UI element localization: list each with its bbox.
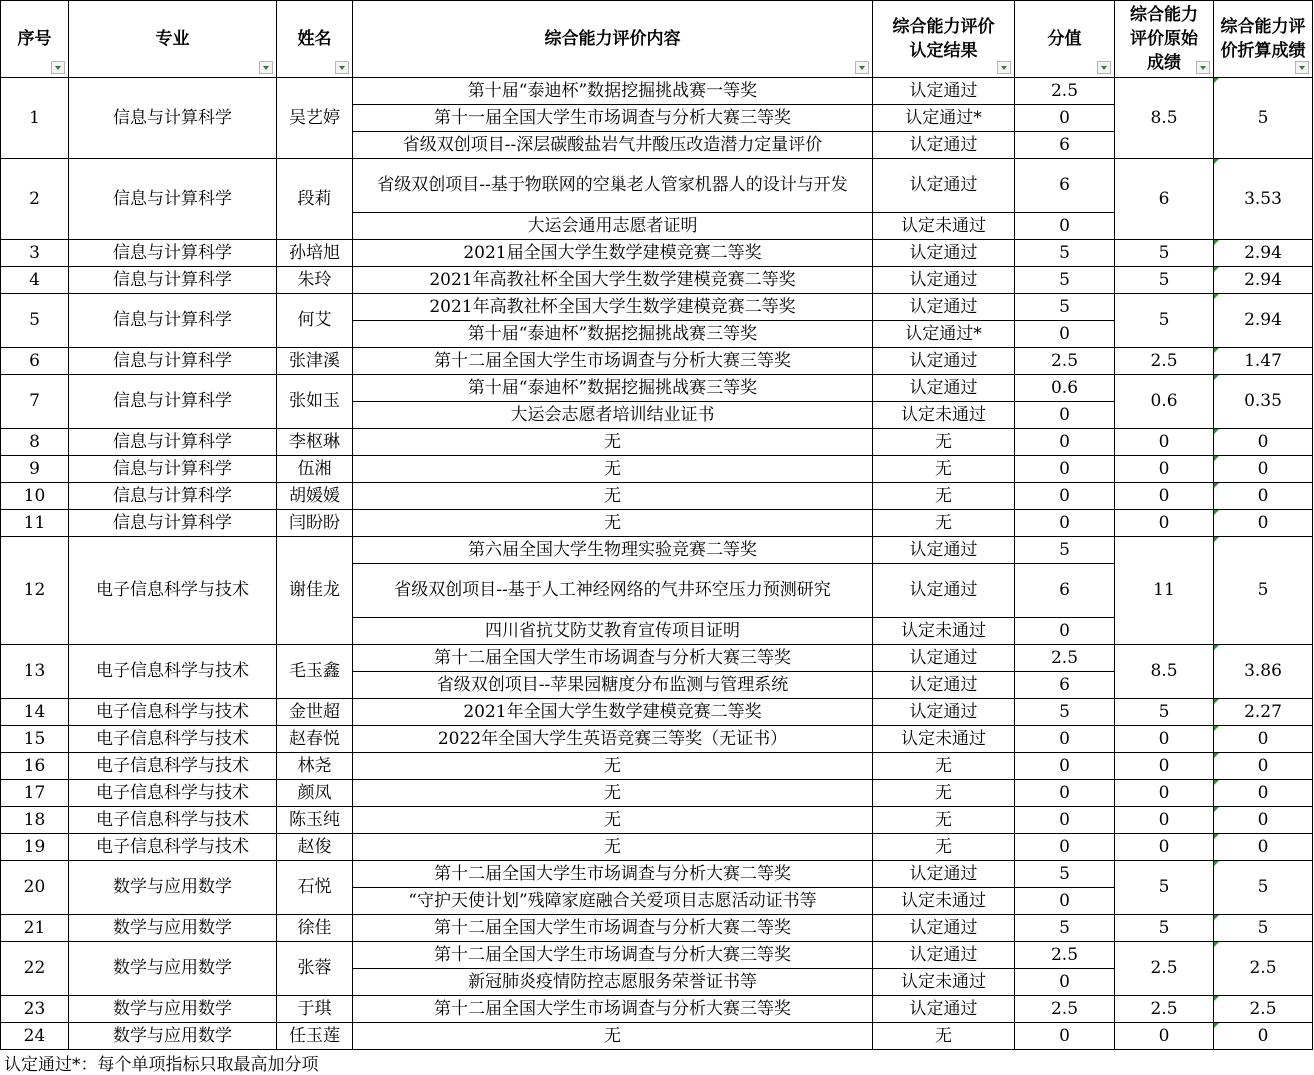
cell-content[interactable]: 无 [353,429,873,456]
cell-score[interactable]: 0 [1015,753,1115,780]
cell-major[interactable]: 信息与计算科学 [69,456,277,483]
cell-score[interactable]: 2.5 [1015,996,1115,1023]
cell-content[interactable]: 省级双创项目--基于人工神经网络的气井环空压力预测研究 [353,564,873,618]
cell-result[interactable]: 认定通过 [873,564,1015,618]
cell-name[interactable]: 赵春悦 [277,726,353,753]
cell-seq[interactable]: 24 [1,1023,69,1050]
cell-content[interactable]: 无 [353,834,873,861]
cell-result[interactable]: 认定通过 [873,942,1015,969]
filter-dropdown-icon[interactable] [1295,61,1309,74]
cell-result[interactable]: 无 [873,1023,1015,1050]
cell-content[interactable]: 第十二届全国大学生市场调查与分析大赛二等奖 [353,915,873,942]
cell-major[interactable]: 信息与计算科学 [69,483,277,510]
cell-content[interactable]: 大运会志愿者培训结业证书 [353,402,873,429]
cell-major[interactable]: 信息与计算科学 [69,429,277,456]
cell-content[interactable]: 无 [353,753,873,780]
cell-name[interactable]: 陈玉纯 [277,807,353,834]
cell-raw-score[interactable]: 0 [1115,1023,1214,1050]
cell-seq[interactable]: 16 [1,753,69,780]
cell-major[interactable]: 信息与计算科学 [69,240,277,267]
cell-result[interactable]: 认定通过 [873,294,1015,321]
cell-raw-score[interactable]: 8.5 [1115,645,1214,699]
cell-converted-score[interactable]: 2.94 [1214,240,1313,267]
cell-score[interactable]: 0 [1015,726,1115,753]
cell-raw-score[interactable]: 2.5 [1115,996,1214,1023]
cell-seq[interactable]: 21 [1,915,69,942]
table-row [1,429,1313,456]
cell-name[interactable]: 毛玉鑫 [277,645,353,699]
cell-result[interactable]: 认定通过 [873,159,1015,213]
cell-score[interactable]: 0 [1015,483,1115,510]
cell-converted-score[interactable]: 2.94 [1214,294,1313,348]
cell-seq[interactable]: 14 [1,699,69,726]
cell-converted-score[interactable]: 1.47 [1214,348,1313,375]
cell-name[interactable]: 闫盼盼 [277,510,353,537]
cell-content[interactable]: 无 [353,456,873,483]
col-header-raw: 综合能力评价原始成绩 [1115,1,1214,78]
cell-major[interactable]: 信息与计算科学 [69,267,277,294]
cell-result[interactable]: 认定通过* [873,105,1015,132]
cell-score[interactable]: 5 [1015,267,1115,294]
cell-result[interactable]: 认定通过 [873,645,1015,672]
cell-seq[interactable]: 12 [1,537,69,645]
table-row [1,159,1313,213]
cell-converted-score[interactable]: 2.94 [1214,267,1313,294]
cell-raw-score[interactable]: 0 [1115,429,1214,456]
cell-converted-score[interactable]: 0.35 [1214,375,1313,429]
cell-converted-score[interactable]: 2.27 [1214,699,1313,726]
cell-result[interactable]: 无 [873,780,1015,807]
cell-score[interactable]: 6 [1015,159,1115,213]
cell-name[interactable]: 徐佳 [277,915,353,942]
table-row [1,834,1313,861]
table-row [1,240,1313,267]
footnote: 认定通过*：每个单项指标只取最高加分项 [4,1055,319,1075]
cell-result[interactable]: 认定通过 [873,78,1015,105]
cell-result[interactable]: 认定通过 [873,267,1015,294]
cell-result[interactable]: 认定通过 [873,240,1015,267]
cell-raw-score[interactable]: 5 [1115,699,1214,726]
cell-name[interactable]: 朱玲 [277,267,353,294]
cell-result[interactable]: 认定未通过 [873,888,1015,915]
cell-content[interactable]: 第十二届全国大学生市场调查与分析大赛三等奖 [353,942,873,969]
table-row [1,915,1313,942]
cell-seq[interactable]: 19 [1,834,69,861]
cell-result[interactable]: 无 [873,834,1015,861]
cell-score[interactable]: 0.6 [1015,375,1115,402]
cell-raw-score[interactable]: 0 [1115,753,1214,780]
cell-major[interactable]: 信息与计算科学 [69,294,277,348]
cell-converted-score[interactable]: 0 [1214,753,1313,780]
cell-major[interactable]: 电子信息科学与技术 [69,726,277,753]
table-row [1,483,1313,510]
cell-result[interactable]: 认定未通过 [873,618,1015,645]
cell-result[interactable]: 认定通过 [873,699,1015,726]
filter-dropdown-icon[interactable] [1097,61,1111,74]
cell-seq[interactable]: 18 [1,807,69,834]
cell-major[interactable]: 数学与应用数学 [69,996,277,1023]
cell-content[interactable]: 新冠肺炎疫情防控志愿服务荣誉证书等 [353,969,873,996]
cell-raw-score[interactable]: 0 [1115,780,1214,807]
col-header-score: 分值 [1015,1,1115,78]
cell-content[interactable]: 2021届全国大学生数学建模竞赛二等奖 [353,240,873,267]
cell-name[interactable]: 林尧 [277,753,353,780]
cell-major[interactable]: 数学与应用数学 [69,1023,277,1050]
cell-seq[interactable]: 13 [1,645,69,699]
cell-name[interactable]: 胡媛媛 [277,483,353,510]
cell-result[interactable]: 认定通过 [873,915,1015,942]
cell-converted-score[interactable]: 5 [1214,537,1313,645]
cell-content[interactable]: 第十二届全国大学生市场调查与分析大赛三等奖 [353,645,873,672]
cell-result[interactable]: 无 [873,429,1015,456]
cell-result[interactable]: 认定通过 [873,996,1015,1023]
cell-content[interactable]: 无 [353,807,873,834]
cell-raw-score[interactable]: 0 [1115,834,1214,861]
cell-converted-score[interactable]: 0 [1214,780,1313,807]
cell-converted-score[interactable]: 3.86 [1214,645,1313,699]
cell-name[interactable]: 张如玉 [277,375,353,429]
cell-result[interactable]: 无 [873,510,1015,537]
col-header-result: 综合能力评价认定结果 [873,1,1015,78]
col-header-content: 综合能力评价内容 [353,1,873,78]
cell-name[interactable]: 于琪 [277,996,353,1023]
col-header-converted: 综合能力评价折算成绩 [1214,1,1313,78]
cell-major[interactable]: 电子信息科学与技术 [69,537,277,645]
cell-result[interactable]: 无 [873,456,1015,483]
cell-major[interactable]: 信息与计算科学 [69,159,277,240]
cell-converted-score[interactable]: 0 [1214,834,1313,861]
cell-content[interactable]: 第十届“泰迪杯”数据挖掘挑战赛一等奖 [353,78,873,105]
cell-raw-score[interactable]: 0 [1115,483,1214,510]
cell-result[interactable]: 认定通过 [873,672,1015,699]
cell-name[interactable]: 李枢琳 [277,429,353,456]
col-header-name: 姓名 [277,1,353,78]
cell-result[interactable]: 认定未通过 [873,213,1015,240]
cell-score[interactable]: 2.5 [1015,78,1115,105]
cell-score[interactable]: 6 [1015,132,1115,159]
cell-score[interactable]: 0 [1015,402,1115,429]
cell-content[interactable]: 四川省抗艾防艾教育宣传项目证明 [353,618,873,645]
cell-major[interactable]: 信息与计算科学 [69,375,277,429]
table-row [1,726,1313,753]
table-row [1,375,1313,402]
table-row [1,456,1313,483]
cell-major[interactable]: 数学与应用数学 [69,942,277,996]
cell-seq[interactable]: 4 [1,267,69,294]
cell-converted-score[interactable]: 0 [1214,483,1313,510]
cell-result[interactable]: 认定未通过 [873,726,1015,753]
cell-content[interactable]: 第十届“泰迪杯”数据挖掘挑战赛三等奖 [353,375,873,402]
cell-result[interactable]: 认定通过 [873,861,1015,888]
cell-seq[interactable]: 22 [1,942,69,996]
cell-major[interactable]: 数学与应用数学 [69,861,277,915]
cell-content[interactable]: 大运会通用志愿者证明 [353,213,873,240]
col-header-seq: 序号 [1,1,69,78]
cell-score[interactable]: 0 [1015,213,1115,240]
cell-content[interactable]: 省级双创项目--深层碳酸盐岩气井酸压改造潜力定量评价 [353,132,873,159]
cell-result[interactable]: 无 [873,753,1015,780]
cell-score[interactable]: 0 [1015,510,1115,537]
cell-raw-score[interactable]: 0 [1115,456,1214,483]
cell-score[interactable]: 6 [1015,672,1115,699]
table-row [1,267,1313,294]
table-body [1,78,1313,1050]
table-row [1,348,1313,375]
cell-content[interactable]: 第十二届全国大学生市场调查与分析大赛三等奖 [353,348,873,375]
cell-converted-score[interactable]: 0 [1214,726,1313,753]
cell-major[interactable]: 信息与计算科学 [69,78,277,159]
cell-score[interactable]: 0 [1015,105,1115,132]
table-row [1,294,1313,321]
cell-major[interactable]: 电子信息科学与技术 [69,753,277,780]
cell-name[interactable]: 张津溪 [277,348,353,375]
cell-major[interactable]: 电子信息科学与技术 [69,645,277,699]
cell-result[interactable]: 无 [873,483,1015,510]
cell-raw-score[interactable]: 11 [1115,537,1214,645]
cell-name[interactable]: 颜凤 [277,780,353,807]
cell-seq[interactable]: 9 [1,456,69,483]
cell-score[interactable]: 5 [1015,861,1115,888]
filter-dropdown-icon[interactable] [259,61,273,74]
cell-seq[interactable]: 8 [1,429,69,456]
cell-result[interactable]: 认定未通过 [873,402,1015,429]
cell-score[interactable]: 2.5 [1015,942,1115,969]
cell-raw-score[interactable]: 5 [1115,861,1214,915]
cell-content[interactable]: 无 [353,510,873,537]
cell-converted-score[interactable]: 0 [1214,1023,1313,1050]
cell-score[interactable]: 0 [1015,429,1115,456]
cell-raw-score[interactable]: 0 [1115,807,1214,834]
cell-result[interactable]: 认定通过 [873,537,1015,564]
cell-score[interactable]: 5 [1015,699,1115,726]
cell-content[interactable]: 第十一届全国大学生市场调查与分析大赛三等奖 [353,105,873,132]
cell-seq[interactable]: 1 [1,78,69,159]
cell-major[interactable]: 电子信息科学与技术 [69,834,277,861]
cell-converted-score[interactable]: 0 [1214,429,1313,456]
cell-content[interactable]: 2021年高教社杯全国大学生数学建模竞赛二等奖 [353,294,873,321]
cell-seq[interactable]: 10 [1,483,69,510]
cell-name[interactable]: 石悦 [277,861,353,915]
cell-content[interactable]: 无 [353,483,873,510]
cell-score[interactable]: 0 [1015,969,1115,996]
cell-content[interactable]: 第十二届全国大学生市场调查与分析大赛二等奖 [353,861,873,888]
cell-name[interactable]: 赵俊 [277,834,353,861]
cell-name[interactable]: 金世超 [277,699,353,726]
cell-name[interactable]: 任玉莲 [277,1023,353,1050]
table-row [1,996,1313,1023]
cell-converted-score[interactable]: 5 [1214,915,1313,942]
cell-major[interactable]: 电子信息科学与技术 [69,780,277,807]
cell-raw-score[interactable]: 0.6 [1115,375,1214,429]
cell-score[interactable]: 5 [1015,537,1115,564]
cell-raw-score[interactable]: 0 [1115,726,1214,753]
cell-seq[interactable]: 23 [1,996,69,1023]
cell-score[interactable]: 5 [1015,915,1115,942]
cell-score[interactable]: 0 [1015,456,1115,483]
cell-name[interactable]: 何艾 [277,294,353,348]
filter-dropdown-icon[interactable] [997,61,1011,74]
cell-score[interactable]: 0 [1015,780,1115,807]
cell-converted-score[interactable]: 0 [1214,456,1313,483]
table-row [1,537,1313,564]
header-row [1,1,1313,78]
cell-seq[interactable]: 7 [1,375,69,429]
cell-raw-score[interactable]: 5 [1115,240,1214,267]
cell-raw-score[interactable]: 2.5 [1115,942,1214,996]
cell-seq[interactable]: 5 [1,294,69,348]
cell-result[interactable]: 认定未通过 [873,969,1015,996]
cell-seq[interactable]: 3 [1,240,69,267]
cell-content[interactable]: “守护天使计划”残障家庭融合关爱项目志愿活动证书等 [353,888,873,915]
table-row [1,510,1313,537]
cell-content[interactable]: 省级双创项目--基于物联网的空巢老人管家机器人的设计与开发 [353,159,873,213]
filter-dropdown-icon[interactable] [855,61,869,74]
cell-major[interactable]: 信息与计算科学 [69,510,277,537]
filter-dropdown-icon[interactable] [1196,61,1210,74]
cell-seq[interactable]: 20 [1,861,69,915]
cell-major[interactable]: 电子信息科学与技术 [69,807,277,834]
cell-score[interactable]: 0 [1015,888,1115,915]
cell-score[interactable]: 0 [1015,618,1115,645]
cell-score[interactable]: 0 [1015,1023,1115,1050]
cell-score[interactable]: 5 [1015,294,1115,321]
cell-result[interactable]: 认定通过 [873,132,1015,159]
cell-result[interactable]: 无 [873,807,1015,834]
cell-major[interactable]: 电子信息科学与技术 [69,699,277,726]
table-row [1,753,1313,780]
cell-converted-score[interactable]: 5 [1214,861,1313,915]
cell-name[interactable]: 孙培旭 [277,240,353,267]
cell-name[interactable]: 伍湘 [277,456,353,483]
table-row [1,78,1313,105]
cell-seq[interactable]: 6 [1,348,69,375]
cell-raw-score[interactable]: 2.5 [1115,348,1214,375]
cell-seq[interactable]: 2 [1,159,69,240]
cell-name[interactable]: 张蓉 [277,942,353,996]
cell-result[interactable]: 认定通过 [873,375,1015,402]
cell-converted-score[interactable]: 3.53 [1214,159,1313,240]
cell-converted-score[interactable]: 0 [1214,510,1313,537]
cell-major[interactable]: 数学与应用数学 [69,915,277,942]
cell-raw-score[interactable]: 5 [1115,294,1214,348]
cell-content[interactable]: 无 [353,1023,873,1050]
cell-score[interactable]: 5 [1015,240,1115,267]
table-row [1,942,1313,969]
cell-content[interactable]: 2022年全国大学生英语竞赛三等奖（无证书） [353,726,873,753]
cell-converted-score[interactable]: 5 [1214,78,1313,159]
cell-raw-score[interactable]: 6 [1115,159,1214,240]
cell-result[interactable]: 认定通过 [873,348,1015,375]
cell-content[interactable]: 第六届全国大学生物理实验竞赛二等奖 [353,537,873,564]
table-row [1,780,1313,807]
cell-seq[interactable]: 15 [1,726,69,753]
cell-score[interactable]: 0 [1015,321,1115,348]
cell-raw-score[interactable]: 0 [1115,510,1214,537]
cell-score[interactable]: 6 [1015,564,1115,618]
table-row [1,861,1313,888]
cell-content[interactable]: 省级双创项目--苹果园糖度分布监测与管理系统 [353,672,873,699]
cell-raw-score[interactable]: 5 [1115,915,1214,942]
table-row [1,645,1313,672]
cell-content[interactable]: 无 [353,780,873,807]
cell-seq[interactable]: 17 [1,780,69,807]
cell-content[interactable]: 2021年全国大学生数学建模竞赛二等奖 [353,699,873,726]
filter-dropdown-icon[interactable] [335,61,349,74]
table-row [1,807,1313,834]
cell-converted-score[interactable]: 2.5 [1214,942,1313,996]
cell-name[interactable]: 谢佳龙 [277,537,353,645]
cell-converted-score[interactable]: 0 [1214,807,1313,834]
cell-content[interactable]: 第十届“泰迪杯”数据挖掘挑战赛三等奖 [353,321,873,348]
cell-name[interactable]: 段莉 [277,159,353,240]
cell-raw-score[interactable]: 8.5 [1115,78,1214,159]
cell-score[interactable]: 0 [1015,834,1115,861]
cell-converted-score[interactable]: 2.5 [1214,996,1313,1023]
cell-score[interactable]: 2.5 [1015,348,1115,375]
cell-major[interactable]: 信息与计算科学 [69,348,277,375]
cell-content[interactable]: 2021年高教社杯全国大学生数学建模竞赛二等奖 [353,267,873,294]
cell-content[interactable]: 第十二届全国大学生市场调查与分析大赛三等奖 [353,996,873,1023]
cell-seq[interactable]: 11 [1,510,69,537]
cell-raw-score[interactable]: 5 [1115,267,1214,294]
table-row [1,1023,1313,1050]
cell-name[interactable]: 吴艺婷 [277,78,353,159]
col-header-major: 专业 [69,1,277,78]
table-row [1,699,1313,726]
filter-dropdown-icon[interactable] [51,61,65,74]
cell-score[interactable]: 0 [1015,807,1115,834]
cell-score[interactable]: 2.5 [1015,645,1115,672]
cell-result[interactable]: 认定通过* [873,321,1015,348]
